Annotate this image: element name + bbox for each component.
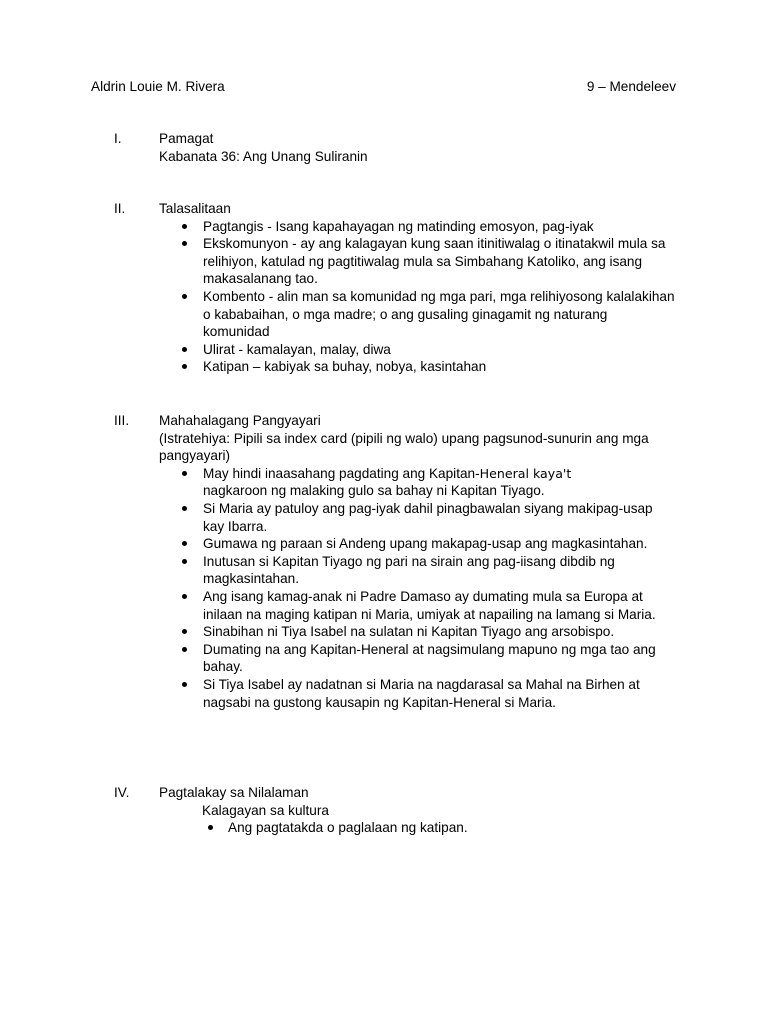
list-item: Ekskomunyon - ay ang kalagayan kung saan itinitiwalag o itinatakwil mula sa relihiyon, katulad ng pagtitiwalag mula sa Simbahang Katoliko, ang isang makasalanang tao. — [180, 235, 676, 288]
discussion-list — [206, 819, 676, 837]
vocabulary-list — [180, 218, 676, 376]
list-item: Si Tiya Isabel ay nadatnan si Maria na nagdarasal sa Mahal na Birhen at nagsabi na gustong kausapin ng Kapitan-Heneral si Maria. — [180, 676, 676, 711]
chapter-title: Kabanata 36: Ang Unang Suliranin — [159, 148, 368, 164]
strategy-note: (Istratehiya: Pipili sa index card (pipili ng walo) upang pagsunod-sunurin ang mga pangyayari) — [159, 430, 649, 464]
list-item: Kombento - alin man sa komunidad ng mga pari, mga relihiyosong kalalakihan o kababaihan, o mga madre; o ang gusaling ginagamit ng naturang komunidad — [180, 288, 676, 341]
section-heading: Pagtalakay sa Nilalaman — [159, 785, 309, 800]
class-section: 9 – Mendeleev — [586, 79, 676, 94]
events-list — [180, 465, 676, 711]
event-text-part: Heneral kaya't — [479, 465, 572, 481]
section-numeral: IV. — [114, 785, 130, 800]
section-heading: Talasalitaan — [159, 201, 231, 216]
student-name: Aldrin Louie M. Rivera — [91, 79, 225, 94]
section-numeral: I. — [114, 131, 122, 146]
event-text-part: May hindi inaasahang pagdating ang Kapitan- — [203, 465, 480, 481]
list-item: Ang isang kamag-anak ni Padre Damaso ay dumating mula sa Europa at inilaan na maging katipan ni Maria, umiyak at napailing na lamang si Maria. — [180, 588, 676, 623]
list-item: Ulirat - kamalayan, malay, diwa — [180, 341, 676, 359]
list-item: Ang pagtatakda o paglalaan ng katipan. — [206, 819, 676, 837]
section-numeral: III. — [114, 413, 130, 428]
list-item: Inutusan si Kapitan Tiyago ng pari na sirain ang pag-iisang dibdib ng magkasintahan. — [180, 553, 676, 588]
document-header — [91, 78, 676, 96]
list-item: Pagtangis - Isang kapahayagan ng matinding emosyon, pag-iyak — [180, 218, 676, 236]
section-numeral: II. — [114, 201, 126, 216]
section-heading: Pamagat — [159, 131, 214, 146]
list-item: Sinabihan ni Tiya Isabel na sulatan ni Kapitan Tiyago ang arsobispo. — [180, 623, 676, 641]
event-text-part: nagkaroon ng malaking gulo sa bahay ni Kapitan Tiyago. — [203, 483, 545, 499]
list-item: Katipan – kabiyak sa buhay, nobya, kasintahan — [180, 358, 676, 376]
section-heading: Mahahalagang Pangyayari — [159, 413, 321, 428]
subheading: Kalagayan sa kultura — [202, 802, 329, 818]
list-item: Gumawa ng paraan si Andeng upang makapag-usap ang magkasintahan. — [180, 535, 676, 553]
list-item: Si Maria ay patuloy ang pag-iyak dahil pinagbawalan siyang makipag-usap kay Ibarra. — [180, 500, 676, 535]
list-item — [180, 465, 676, 500]
list-item: Dumating na ang Kapitan-Heneral at nagsimulang mapuno ng mga tao ang bahay. — [180, 641, 676, 676]
